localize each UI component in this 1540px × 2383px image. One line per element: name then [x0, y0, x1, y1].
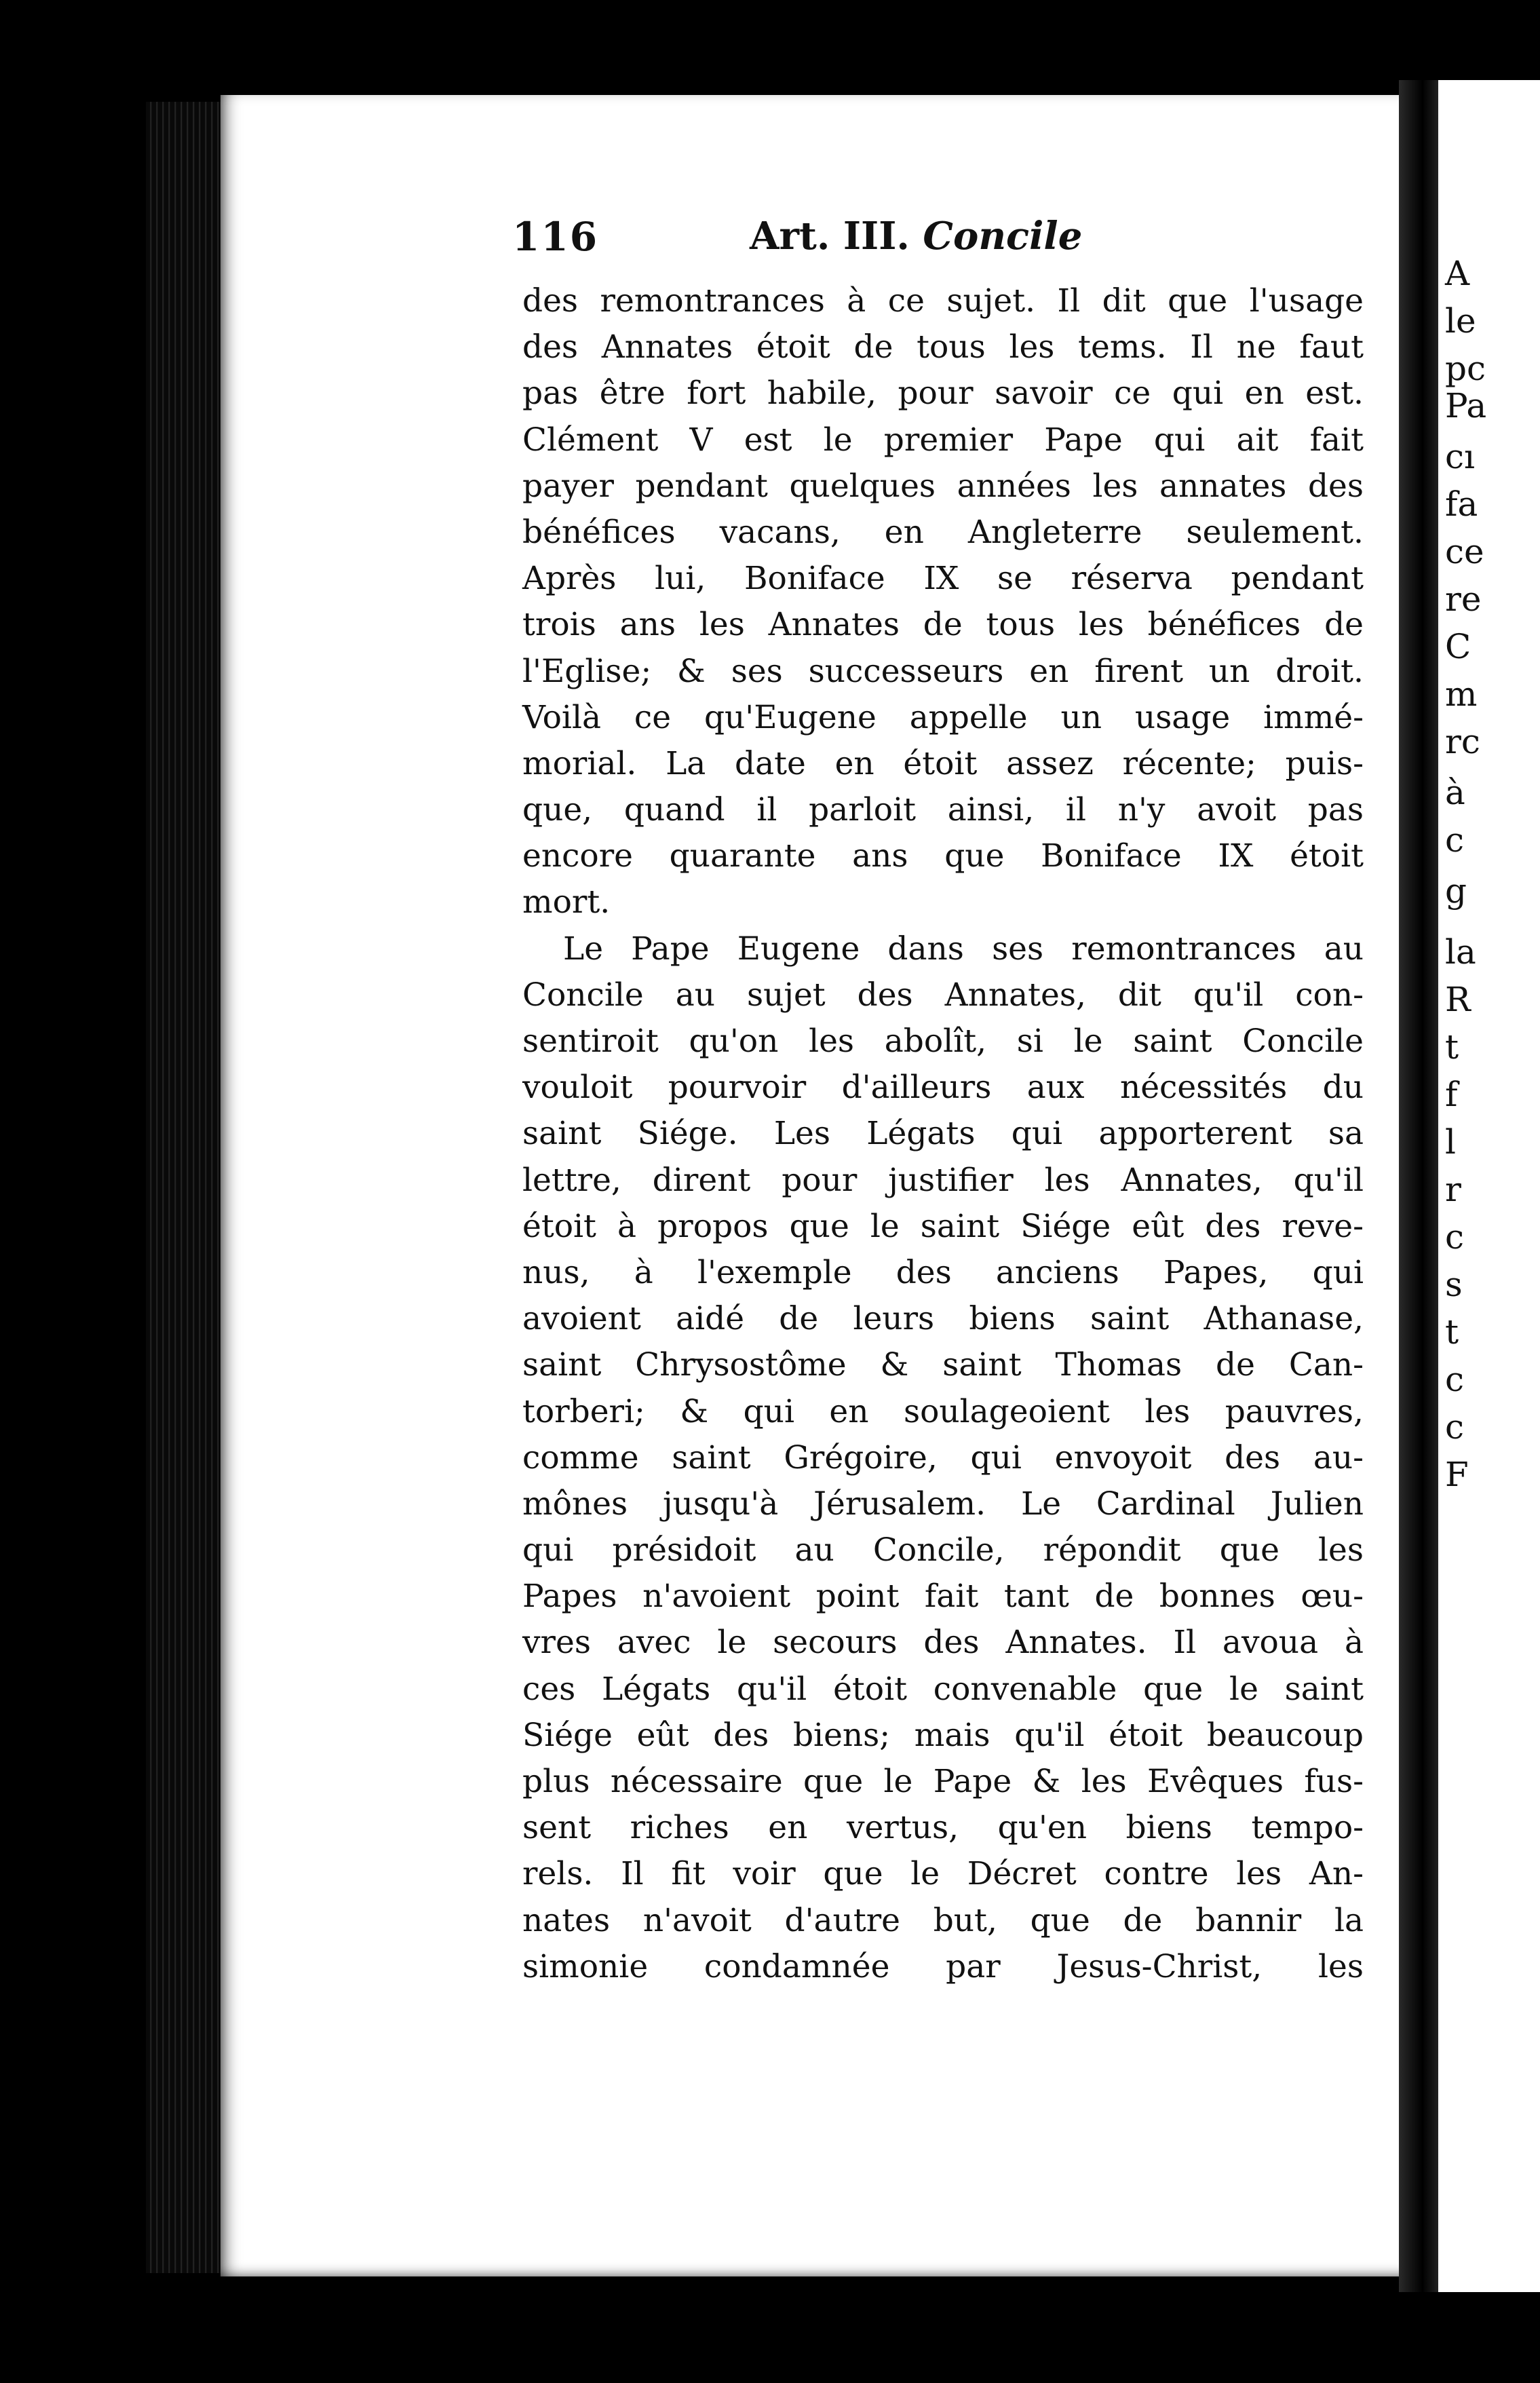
adjacent-page-letter: s	[1445, 1265, 1463, 1304]
page-number: 116	[512, 214, 599, 260]
adjacent-page-letter: c	[1445, 1407, 1465, 1447]
adjacent-page-letter: c	[1445, 1360, 1465, 1399]
body-text	[522, 278, 1364, 1990]
text-line: payer pendant quelques années les annates des	[522, 467, 1364, 505]
adjacent-page-letter: l	[1445, 1122, 1456, 1162]
book-gutter	[1399, 80, 1438, 2292]
adjacent-page-letter: g	[1445, 871, 1467, 911]
running-head-prefix: Art. III.	[750, 214, 910, 259]
text-line: saint Chrysostôme & saint Thomas de Can-	[522, 1346, 1364, 1384]
text-line: nates n'avoit d'autre but, que de bannir la	[522, 1901, 1364, 1939]
text-line: sent riches en vertus, qu'en biens tempo-	[522, 1809, 1364, 1847]
text-line: saint Siége. Les Légats qui apporterent sa	[522, 1115, 1364, 1153]
adjacent-page-letter: pc	[1445, 349, 1486, 388]
text-line: des remontrances à ce sujet. Il dit que l'usage	[522, 282, 1364, 320]
running-head	[512, 214, 1374, 268]
adjacent-page-letter: le	[1445, 301, 1476, 341]
adjacent-page-letter: C	[1445, 627, 1471, 666]
adjacent-page-letter: m	[1445, 674, 1478, 714]
adjacent-page-letter: r	[1445, 1170, 1461, 1209]
text-line: Siége eût des biens; mais qu'il étoit beaucoup	[522, 1716, 1364, 1754]
text-line: comme saint Grégoire, qui envoyoit des au-	[522, 1438, 1364, 1476]
text-line: mônes jusqu'à Jérusalem. Le Cardinal Julien	[522, 1485, 1364, 1523]
text-line: sentiroit qu'on les abolît, si le saint Concile	[522, 1023, 1364, 1060]
text-line: ces Légats qu'il étoit convenable que le saint	[522, 1670, 1364, 1708]
text-line: Clément V est le premier Pape qui ait fait	[522, 421, 1364, 459]
text-line: morial. La date en étoit assez récente; puis-	[522, 744, 1364, 782]
text-line: Concile au sujet des Annates, dit qu'il con-	[522, 976, 1364, 1014]
running-head-title	[750, 214, 1082, 259]
adjacent-page-fragment	[1438, 80, 1540, 2292]
text-line: Voilà ce qu'Eugene appelle un usage immé-	[522, 698, 1364, 736]
text-line: vres avec le secours des Annates. Il avoua à	[522, 1624, 1364, 1662]
adjacent-page-letter: A	[1445, 254, 1470, 293]
adjacent-page-letter: rc	[1445, 722, 1480, 761]
text-line: des Annates étoit de tous les tems. Il ne faut	[522, 328, 1364, 366]
text-line: pas être fort habile, pour savoir ce qui en est.	[522, 375, 1364, 413]
running-head-italic: Concile	[923, 214, 1083, 259]
text-line: Après lui, Boniface IX se réserva pendant	[522, 560, 1364, 598]
text-line: que, quand il parloit ainsi, il n'y avoit pas	[522, 791, 1364, 829]
adjacent-page-letter: f	[1445, 1075, 1458, 1114]
text-line: plus nécessaire que le Pape & les Evêques fus-	[522, 1763, 1364, 1800]
text-line: vouloit pourvoir d'ailleurs aux nécessités du	[522, 1069, 1364, 1107]
text-line: nus, à l'exemple des anciens Papes, qui	[522, 1253, 1364, 1291]
adjacent-page-letter: t	[1445, 1027, 1459, 1067]
text-line: trois ans les Annates de tous les bénéfices de	[522, 606, 1364, 644]
adjacent-page-letter: R	[1445, 980, 1471, 1019]
text-line: l'Eglise; & ses successeurs en firent un droit.	[522, 652, 1364, 690]
adjacent-page-letter: c	[1445, 820, 1465, 860]
adjacent-page-letter: c	[1445, 1217, 1465, 1257]
text-line: rels. Il fit voir que le Décret contre les An-	[522, 1855, 1364, 1893]
adjacent-page-letter: t	[1445, 1312, 1459, 1352]
adjacent-page-letter: cı	[1445, 437, 1475, 476]
text-line: lettre, dirent pour justifier les Annates, qu'il	[522, 1161, 1364, 1199]
adjacent-page-letter: à	[1445, 773, 1465, 812]
adjacent-page-letter: F	[1445, 1455, 1469, 1494]
adjacent-page-letter: re	[1445, 579, 1482, 619]
text-line: bénéfices vacans, en Angleterre seulement.	[522, 513, 1364, 551]
text-line: mort.	[522, 883, 611, 921]
adjacent-page-letter: la	[1445, 932, 1476, 972]
text-line: Papes n'avoient point fait tant de bonnes œu-	[522, 1578, 1364, 1616]
text-line: qui présidoit au Concile, répondit que les	[522, 1531, 1364, 1569]
adjacent-page-letter: ce	[1445, 532, 1484, 571]
text-line: torberi; & qui en soulageoient les pauvres,	[522, 1392, 1364, 1430]
adjacent-page-letter: Pa	[1445, 386, 1487, 425]
text-line: avoient aidé de leurs biens saint Athanase,	[522, 1300, 1364, 1338]
adjacent-page-letter: fa	[1445, 484, 1478, 524]
text-line: encore quarante ans que Boniface IX étoit	[522, 837, 1364, 875]
text-line: Le Pape Eugene dans ses remontrances au	[563, 930, 1364, 968]
text-line: étoit à propos que le saint Siége eût des reve-	[522, 1207, 1364, 1245]
text-line: simonie condamnée par Jesus-Christ, les	[522, 1947, 1364, 1985]
